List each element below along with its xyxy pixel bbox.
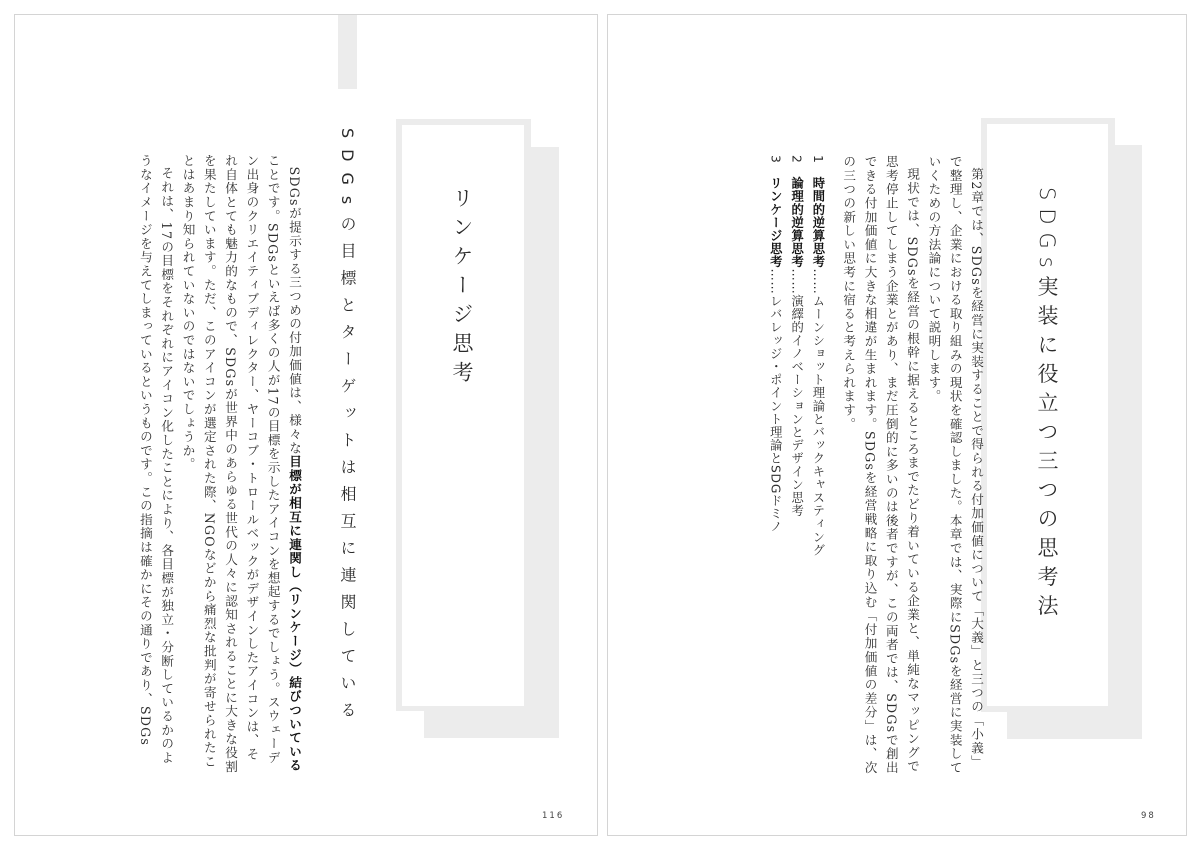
left-page: [14, 14, 598, 836]
list-number: 1: [810, 155, 825, 164]
body-text: [95, 154, 305, 774]
list-number: 2: [789, 155, 804, 164]
list-item: [807, 155, 828, 775]
paragraph-text: ことです。SDGsといえば多くの人が17の目標を示したアイコンを想起するでしょう。スウェーデン出身のクリエイティブディレクター、ヤーコブ・トロールベックがデザインしたアイコンは、それ自体とても魅力的なもので、SDGsが世界中のあらゆる世代の人々に認知されることに大きな役割を果たしています。ただ、このアイコンが選定された際、NGOなどから痛烈な批判が寄せられたことはあまり知られていないのではないでしょうか。: [180, 154, 281, 774]
section-subtitle: SDGsの目標とターゲットは相互に連関している: [338, 128, 357, 729]
list-item: [764, 155, 785, 775]
chapter-title: リンケージ思考: [450, 187, 474, 390]
list-description: 演繹的イノベーションとデザイン思考: [789, 294, 804, 518]
thinking-methods-list: [764, 155, 828, 775]
body-text: [691, 155, 987, 775]
paragraph-text: 現状では、SDGsを経営の根幹に据えるところまでたどり着いている企業と、単純なマッピングで思考停止してしまう企業とがあり、まだ圧倒的に多いのは後者ですが、この両者では、SDGsで創出できる付加価値に大きな相違が生まれます。SDGsを経営戦略に取り込む「付加価値の差分」は、次の三つの新しい思考に宿ると考えられます。: [841, 155, 921, 775]
decorative-top-bar: [338, 15, 357, 89]
chapter-title: SDGs実装に役立つ三つの思考法: [1035, 187, 1059, 624]
list-separator: ……: [768, 268, 783, 295]
paragraph: [177, 154, 305, 774]
paragraph-text: 第2章では、SDGsを経営に実装することで得られる付加価値について「大義」と三つの「小義」で整理し、企業における取り組みの現状を確認しました。本章では、実際にSDGsを経営に実装していくための方法論について説明します。: [926, 155, 984, 775]
list-number: 3: [768, 155, 783, 164]
page-number: 98: [1141, 811, 1156, 821]
paragraph-text: SDGsが提示する三つめの付加価値は、様々な: [287, 166, 302, 456]
list-separator: ……: [810, 268, 825, 295]
paragraph-gap: [828, 155, 838, 775]
right-page: [607, 14, 1187, 836]
paragraph: [135, 154, 178, 774]
list-description: レバレッジ・ポイント理論とSDGドミノ: [768, 294, 783, 534]
list-description: ムーンショット理論とバックキャスティング: [810, 294, 825, 557]
paragraph: [923, 155, 987, 775]
list-item: [785, 155, 806, 775]
paragraph-text: それは、17の目標をそれぞれにアイコン化したことにより、各目標が独立・分断しているかのようなイメージを与えてしまっているというものです。この指摘は確かにその通りであり、SDGs: [137, 154, 175, 765]
list-title: 論理的逆算思考: [789, 176, 804, 269]
page-number: 116: [542, 811, 565, 821]
list-title: 時間的逆算思考: [810, 176, 825, 269]
list-separator: ……: [789, 268, 804, 295]
list-title: リンケージ思考: [768, 176, 783, 269]
paragraph: [838, 155, 923, 775]
emphasis-text: 目標が相互に連関し（リンケージ）結びついている: [287, 455, 302, 773]
